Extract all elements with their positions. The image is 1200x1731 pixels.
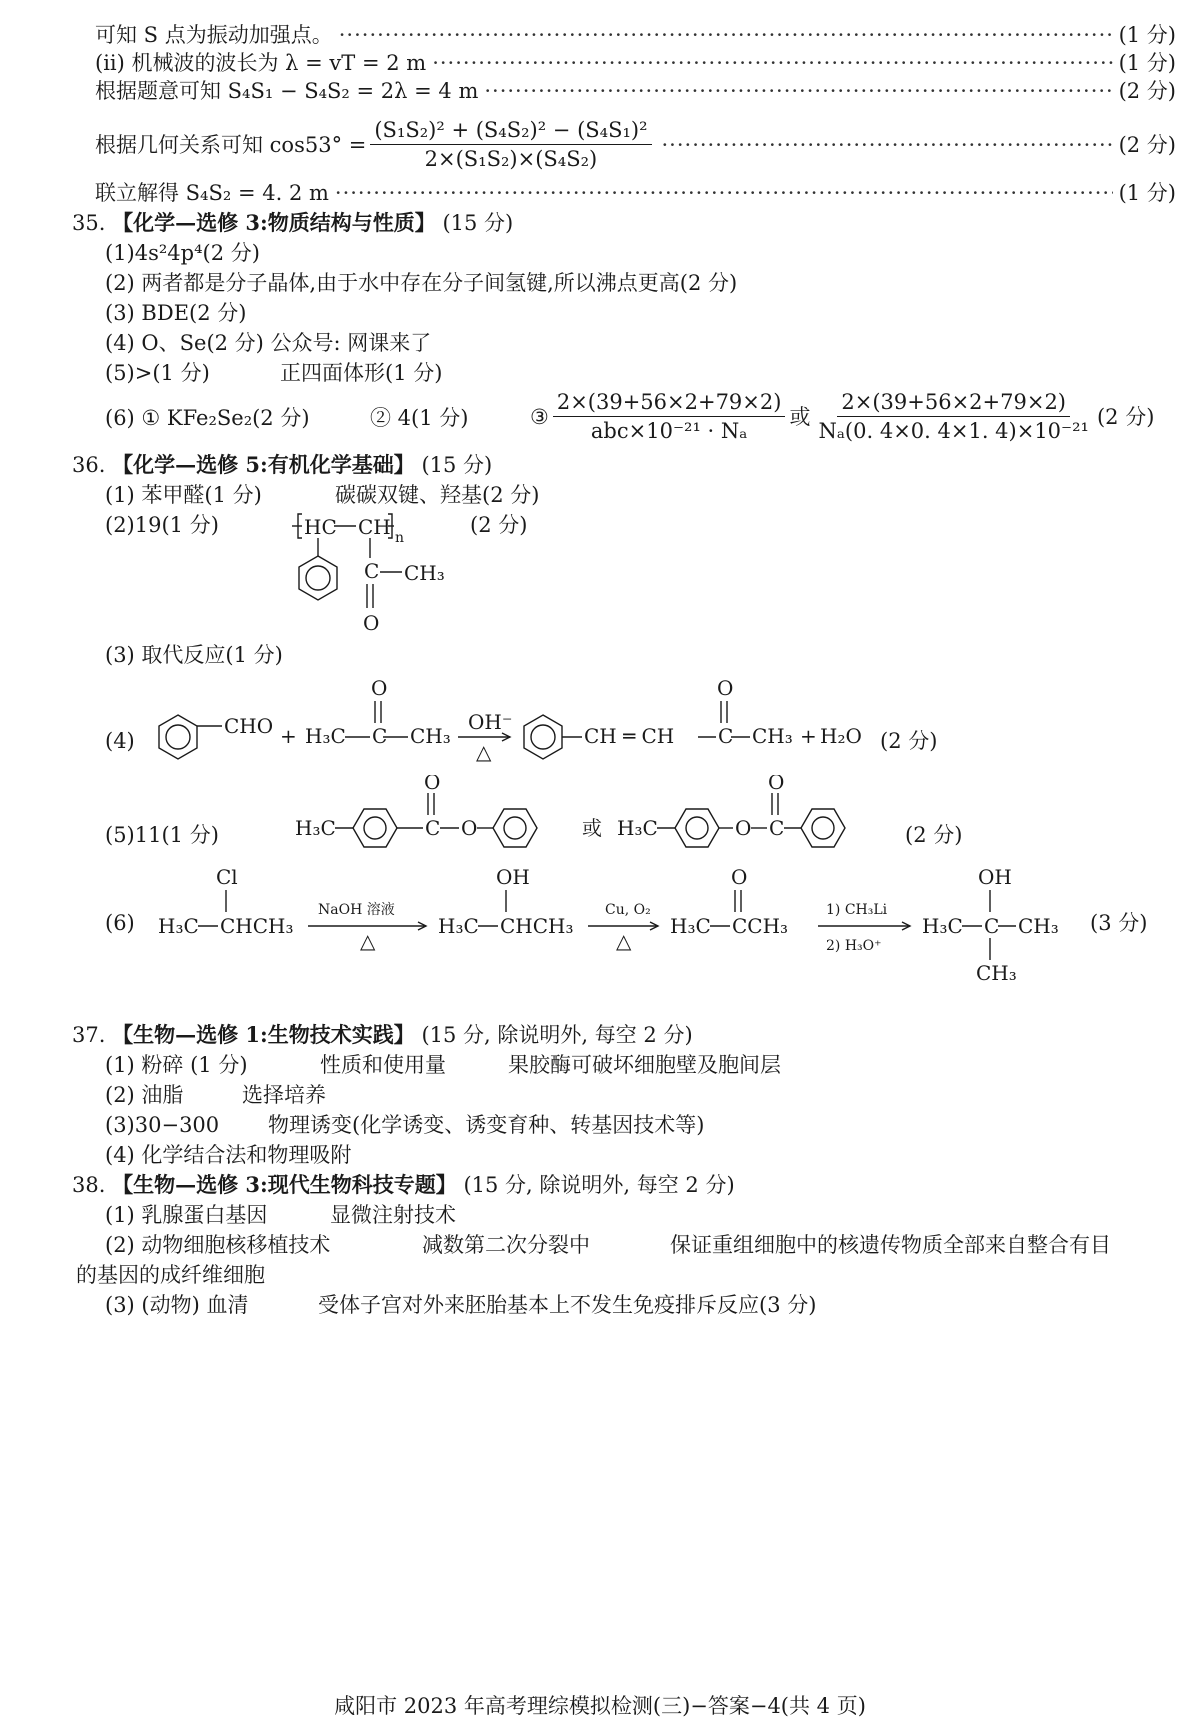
density-fraction-2 bbox=[814, 390, 1093, 443]
benzene-ring bbox=[801, 809, 845, 847]
atom-label: H₃C bbox=[670, 914, 711, 938]
benzene-ring bbox=[159, 715, 197, 759]
q37-answer-4: (4) 化学结合法和物理吸附 bbox=[105, 1143, 352, 1167]
fraction-numerator: 2×(39+56×2+79×2) bbox=[837, 390, 1070, 417]
density-fraction-1 bbox=[553, 390, 786, 443]
q38-answer-3b: 受体子宫对外来胚胎基本上不发生免疫排斥反应(3 分) bbox=[318, 1293, 817, 1317]
q35-answer-6a: (6) ① KFe₂Se₂(2 分) bbox=[105, 406, 310, 430]
q35-answer-5a: (5)>(1 分) bbox=[105, 361, 210, 385]
atom-label: O bbox=[461, 816, 478, 840]
q36-answer-1b: 碳碳双键、羟基(2 分) bbox=[335, 483, 540, 507]
ring-circle bbox=[686, 817, 708, 839]
q37-answer-1b: 性质和使用量 bbox=[320, 1053, 446, 1077]
question-points: (15 分) bbox=[421, 453, 493, 477]
q37-answer-3a: (3)30−300 bbox=[105, 1113, 220, 1137]
condition-label: △ bbox=[616, 929, 632, 953]
cos-fraction bbox=[370, 118, 651, 171]
atom-label: C bbox=[718, 724, 734, 748]
page-footer: 咸阳市 2023 年高考理综模拟检测(三)−答案−4(共 4 页) bbox=[334, 1694, 866, 1718]
score: (1 分) bbox=[1118, 23, 1176, 47]
ring-circle bbox=[306, 566, 330, 590]
q36-answer-5-score: (2 分) bbox=[905, 823, 963, 847]
atom-label: O bbox=[735, 816, 752, 840]
atom-label: C bbox=[769, 816, 785, 840]
q36-answer-6-label: (6) bbox=[105, 911, 135, 935]
repeat-n: n bbox=[395, 530, 405, 546]
ring-circle bbox=[364, 817, 386, 839]
atom-label: CHCH₃ bbox=[500, 914, 574, 938]
answer-text: 根据几何关系可知 cos53° = bbox=[95, 132, 367, 157]
group-label: CH ═ CH bbox=[584, 724, 675, 748]
q38-answer-1b: 显微注射技术 bbox=[330, 1203, 456, 1227]
reagent-label: NaOH 溶液 bbox=[318, 902, 395, 918]
atom-label: O bbox=[424, 775, 441, 794]
plus-sign: + bbox=[800, 724, 817, 748]
question-title: 【化学—选修 3:物质结构与性质】 bbox=[112, 210, 436, 235]
atom-label: H₃C bbox=[922, 914, 963, 938]
q35-answer-6b: ② 4(1 分) bbox=[370, 406, 469, 430]
answer-text: 根据题意可知 S₄S₁ − S₄S₂ = 2λ = 4 m bbox=[95, 79, 479, 103]
reagent-label: 2) H₃O⁺ bbox=[826, 938, 882, 954]
answer-text: (ii) 机械波的波长为 λ = vT = 2 m bbox=[95, 51, 427, 75]
atom-label: CHCH₃ bbox=[220, 914, 294, 938]
atom-label: HC bbox=[304, 515, 337, 539]
group-label: CHO bbox=[224, 714, 274, 738]
benzene-ring bbox=[524, 715, 562, 759]
answer-text: 联立解得 S₄S₂ = 4. 2 m bbox=[95, 181, 329, 205]
physics-line-3 bbox=[95, 78, 1176, 104]
question-points: (15 分, 除说明外, 每空 2 分) bbox=[463, 1173, 735, 1197]
isomer-structures bbox=[295, 775, 895, 865]
q37-answer-2b: 选择培养 bbox=[242, 1083, 326, 1107]
question-points: (15 分, 除说明外, 每空 2 分) bbox=[421, 1023, 693, 1047]
physics-line-4 bbox=[95, 118, 1176, 171]
atom-label: O bbox=[717, 676, 734, 700]
q35-answer-5b: 正四面体形(1 分) bbox=[280, 361, 443, 385]
dot-leader bbox=[335, 180, 1113, 206]
q35-heading bbox=[72, 210, 513, 236]
atom-label: H₃C bbox=[295, 816, 336, 840]
q38-answer-2d: 的基因的成纤维细胞 bbox=[76, 1263, 265, 1287]
q35-answer-1: (1)4s²4p⁴(2 分) bbox=[105, 241, 260, 265]
score: (2 分) bbox=[1096, 404, 1155, 429]
benzene-ring bbox=[675, 809, 719, 847]
atom-label: H₃C bbox=[438, 914, 479, 938]
q37-answer-1c: 果胶酶可破坏细胞壁及胞间层 bbox=[508, 1053, 781, 1077]
q38-heading bbox=[72, 1172, 735, 1198]
plus-sign: + bbox=[280, 724, 297, 748]
answer-text: 可知 S 点为振动加强点。 bbox=[95, 23, 333, 47]
score: (2 分) bbox=[1118, 79, 1176, 103]
atom-label: C bbox=[364, 559, 380, 583]
synthesis-route bbox=[158, 860, 1098, 985]
or-text: 或 bbox=[789, 404, 811, 429]
ring-circle bbox=[812, 817, 834, 839]
fraction-numerator: 2×(39+56×2+79×2) bbox=[553, 390, 786, 417]
atom-label: O bbox=[371, 676, 388, 700]
q36-answer-4-score: (2 分) bbox=[880, 729, 938, 753]
condition-label: △ bbox=[476, 740, 492, 764]
atom-label: CH₃ bbox=[404, 561, 445, 585]
atom-label: O bbox=[731, 865, 748, 889]
q36-answer-4-label: (4) bbox=[105, 729, 135, 753]
q38-answer-2a: (2) 动物细胞核移植技术 bbox=[105, 1233, 331, 1257]
benzene-ring bbox=[353, 809, 397, 847]
q36-answer-3: (3) 取代反应(1 分) bbox=[105, 643, 283, 667]
fraction-denominator: Nₐ(0. 4×0. 4×1. 4)×10⁻²¹ bbox=[818, 419, 1089, 443]
atom-label: H₃C bbox=[305, 724, 346, 748]
fraction-denominator: 2×(S₁S₂)×(S₄S₂) bbox=[424, 147, 598, 171]
q35-answer-4: (4) O、Se(2 分) 公众号: 网课来了 bbox=[105, 331, 432, 355]
atom-label: CH₃ bbox=[752, 724, 793, 748]
benzene-ring bbox=[299, 556, 337, 600]
score: (2 分) bbox=[1118, 132, 1176, 157]
physics-line-5 bbox=[95, 180, 1176, 206]
condition-label: △ bbox=[360, 929, 376, 953]
atom-label: Cl bbox=[216, 865, 238, 889]
q38-answer-2b: 减数第二次分裂中 bbox=[422, 1233, 590, 1257]
atom-label: C bbox=[372, 724, 388, 748]
atom-label: CH bbox=[358, 515, 391, 539]
q35-answer-2: (2) 两者都是分子晶体,由于水中存在分子间氢键,所以沸点更高(2 分) bbox=[105, 271, 738, 295]
catalyst-label: OH⁻ bbox=[468, 710, 513, 734]
question-number: 38. bbox=[72, 1173, 106, 1197]
dot-leader bbox=[484, 78, 1112, 104]
physics-line-2 bbox=[95, 50, 1176, 76]
reaction-4 bbox=[150, 675, 880, 765]
dot-leader bbox=[432, 50, 1112, 76]
atom-label: H₃C bbox=[158, 914, 199, 938]
atom-label: CCH₃ bbox=[732, 914, 789, 938]
dot-leader bbox=[339, 22, 1113, 48]
atom-label: OH bbox=[978, 865, 1012, 889]
q37-answer-2a: (2) 油脂 bbox=[105, 1083, 184, 1107]
q36-heading bbox=[72, 452, 492, 478]
atom-label: CH₃ bbox=[410, 724, 451, 748]
question-title: 【生物—选修 1:生物技术实践】 bbox=[112, 1022, 415, 1047]
question-title: 【生物—选修 3:现代生物科技专题】 bbox=[112, 1172, 457, 1197]
q36-answer-1a: (1) 苯甲醛(1 分) bbox=[105, 483, 262, 507]
q36-answer-2b: (2 分) bbox=[470, 513, 528, 537]
q37-heading bbox=[72, 1022, 693, 1048]
reagent-label: 1) CH₃Li bbox=[826, 902, 888, 918]
atom-label: H₃C bbox=[617, 816, 658, 840]
physics-line-1 bbox=[95, 22, 1176, 48]
question-number: 36. bbox=[72, 453, 106, 477]
reagent-label: Cu, O₂ bbox=[605, 902, 651, 918]
atom-label: O bbox=[363, 611, 380, 635]
atom-label: C bbox=[984, 914, 1000, 938]
q36-answer-2a: (2)19(1 分) bbox=[105, 513, 219, 537]
benzene-ring bbox=[493, 809, 537, 847]
fraction-numerator: (S₁S₂)² + (S₄S₂)² − (S₄S₁)² bbox=[370, 118, 651, 145]
q37-answer-1a: (1) 粉碎 (1 分) bbox=[105, 1053, 248, 1077]
q36-answer-6-score: (3 分) bbox=[1090, 911, 1148, 935]
q35-answer-6c bbox=[530, 390, 1154, 443]
circled-three: ③ bbox=[530, 404, 549, 429]
dot-leader bbox=[662, 132, 1113, 158]
atom-label: O bbox=[768, 775, 785, 794]
fraction-denominator: abc×10⁻²¹ · Nₐ bbox=[590, 419, 748, 443]
q36-answer-5-label: (5)11(1 分) bbox=[105, 823, 219, 847]
atom-label: CH₃ bbox=[1018, 914, 1059, 938]
polymer-structure bbox=[290, 510, 470, 640]
score: (1 分) bbox=[1118, 181, 1176, 205]
q35-answer-3: (3) BDE(2 分) bbox=[105, 301, 247, 325]
q38-answer-1a: (1) 乳腺蛋白基因 bbox=[105, 1203, 268, 1227]
q38-answer-3a: (3) (动物) 血清 bbox=[105, 1293, 249, 1317]
q38-answer-2c: 保证重组细胞中的核遗传物质全部来自整合有目 bbox=[670, 1233, 1111, 1257]
question-number: 37. bbox=[72, 1023, 106, 1047]
atom-label: CH₃ bbox=[976, 961, 1017, 985]
atom-label: C bbox=[425, 816, 441, 840]
question-title: 【化学—选修 5:有机化学基础】 bbox=[112, 452, 415, 477]
ring-circle bbox=[531, 725, 555, 749]
score: (1 分) bbox=[1118, 51, 1176, 75]
ring-circle bbox=[504, 817, 526, 839]
question-number: 35. bbox=[72, 211, 106, 235]
q37-answer-3b: 物理诱变(化学诱变、诱变育种、转基因技术等) bbox=[268, 1113, 705, 1137]
product-label: H₂O bbox=[820, 724, 862, 748]
question-points: (15 分) bbox=[442, 211, 514, 235]
ring-circle bbox=[166, 725, 190, 749]
atom-label: OH bbox=[496, 865, 530, 889]
or-text: 或 bbox=[582, 816, 602, 840]
